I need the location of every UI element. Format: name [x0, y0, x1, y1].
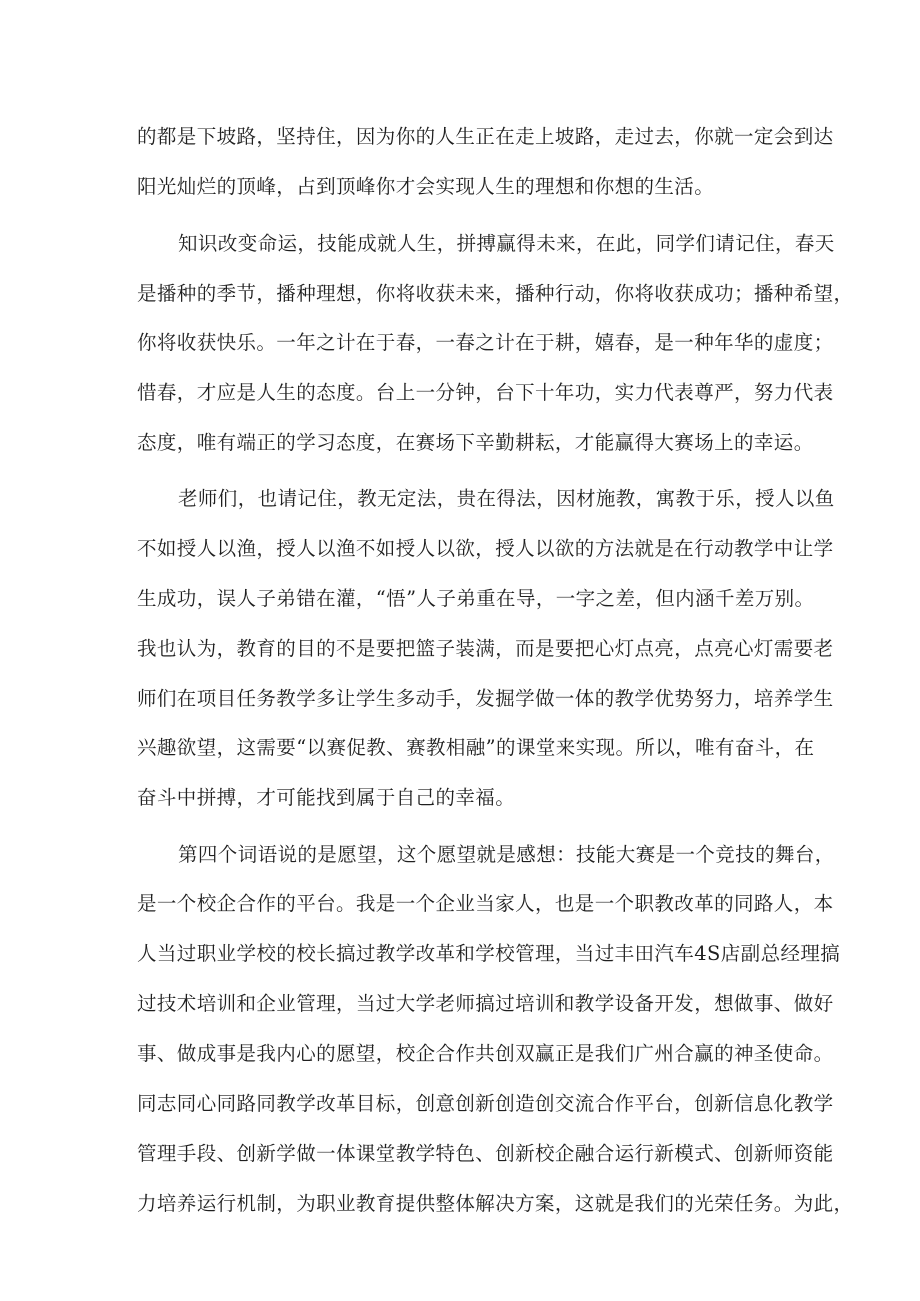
text-line-6: 惜春，才应是人生的态度。台上一分钟，台下十年功，实力代表尊严，努力代表 — [137, 381, 834, 404]
text-line-18: 过技术培训和企业管理，当过大学老师搞过培训和教学设备开发，想做事、做好 — [137, 992, 834, 1015]
text-line-1: 的都是下坡路，坚持住，因为你的人生正在走上坡路，走过去，你就一定会到达 — [137, 125, 834, 148]
text-line-17: 人当过职业学校的校长搞过教学改革和学校管理，当过丰田汽车4S店副总经理搞 — [137, 942, 841, 965]
text-line-8: 老师们，也请记住，教无定法，贵在得法，因材施教，寓教于乐，授人以鱼 — [178, 487, 835, 510]
text-line-20: 同志同心同路同教学改革目标，创意创新创造创交流合作平台，创新信息化教学 — [137, 1092, 834, 1115]
text-line-4: 是播种的季节，播种理想，你将收获未来，播种行动，你将收获成功；播种希望， — [137, 282, 854, 305]
text-line-22: 力培养运行机制，为职业教育提供整体解决方案，这就是我们的光荣任务。为此， — [137, 1192, 854, 1215]
text-line-16: 是一个校企合作的平台。我是一个企业当家人，也是一个职教改革的同路人，本 — [137, 892, 834, 915]
text-line-19: 事、做成事是我内心的愿望，校企合作共创双赢正是我们广州合赢的神圣使命。 — [137, 1042, 834, 1065]
text-line-13: 兴趣欲望，这需要“以赛促教、赛教相融”的课堂来实现。所以，唯有奋斗，在 — [137, 736, 815, 759]
text-line-15: 第四个词语说的是愿望，这个愿望就是感想：技能大赛是一个竞技的舞台， — [178, 843, 835, 866]
text-line-12: 师们在项目任务教学多让学生多动手，发掘学做一体的教学优势努力，培养学生 — [137, 687, 834, 710]
text-line-2: 阳光灿烂的顶峰，占到顶峰你才会实现人生的理想和你想的生活。 — [137, 175, 715, 198]
text-line-9: 不如授人以渔，授人以渔不如授人以欲，授人以欲的方法就是在行动教学中让学 — [137, 537, 834, 560]
text-line-14: 奋斗中拼搏，才可能找到属于自己的幸福。 — [137, 786, 516, 809]
text-line-11: 我也认为，教育的目的不是要把篮子装满，而是要把心灯点亮，点亮心灯需要老 — [137, 637, 834, 660]
text-line-3: 知识改变命运，技能成就人生，拼搏赢得未来，在此，同学们请记住，春天 — [178, 232, 835, 255]
text-line-10: 生成功，误人子弟错在灌，“悟”人子弟重在导，一字之差，但内涵千差万别。 — [137, 587, 815, 610]
text-line-21: 管理手段、创新学做一体课堂教学特色、创新校企融合运行新模式、创新师资能 — [137, 1142, 834, 1165]
text-line-5: 你将收获快乐。一年之计在于春，一春之计在于耕，嬉春，是一种年华的虚度； — [137, 331, 834, 354]
text-line-7: 态度，唯有端正的学习态度，在赛场下辛勤耕耘，才能赢得大赛场上的幸运。 — [137, 431, 814, 454]
